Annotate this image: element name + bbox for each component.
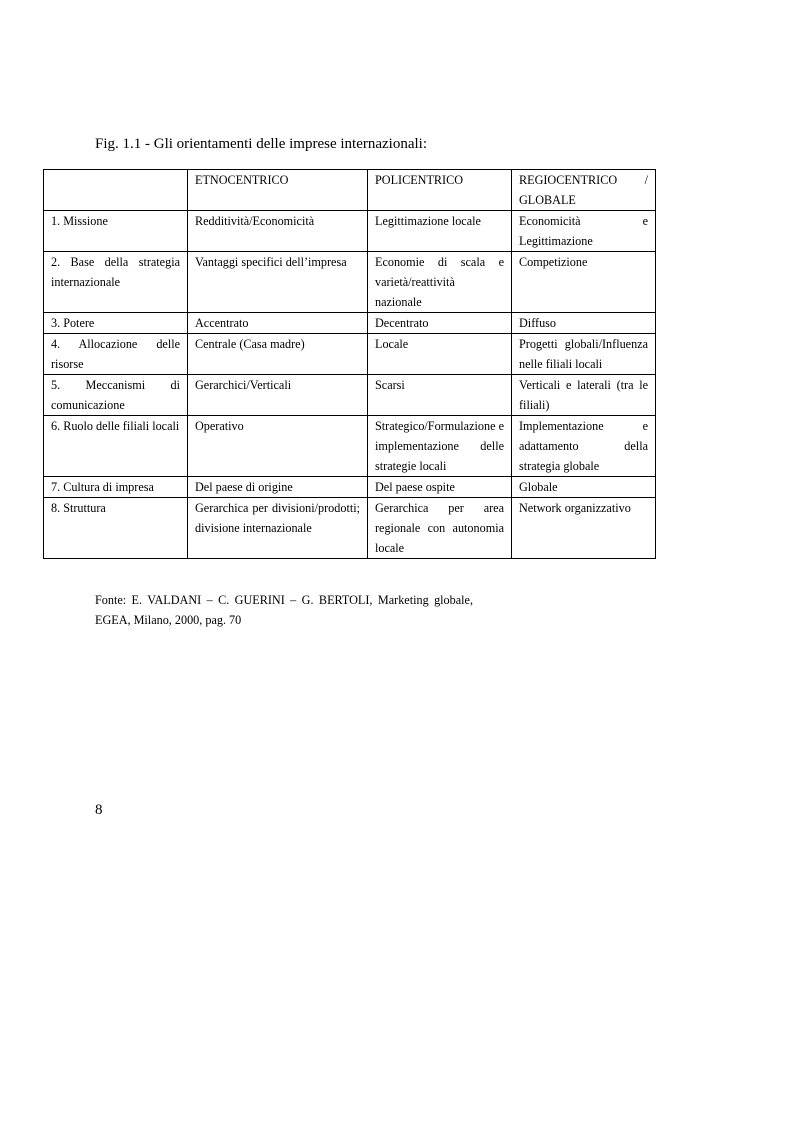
table-cell: Gerarchici/Verticali [188,375,368,416]
table-row [44,334,656,375]
row-label: 8. Struttura [44,498,188,559]
table-cell: Globale [512,477,656,498]
table-cell: Diffuso [512,313,656,334]
table-cell: Legittimazione locale [368,211,512,252]
row-label: 7. Cultura di impresa [44,477,188,498]
header-policentrico: POLICENTRICO [368,170,512,211]
page-number: 8 [95,802,103,818]
row-label: 5. Meccanismi di comunicazione [44,375,188,416]
table-row [44,416,656,477]
row-label: 1. Missione [44,211,188,252]
table-header-row [44,170,656,211]
table-row [44,313,656,334]
source-note: Fonte: E. VALDANI – C. GUERINI – G. BERTOLI, Marketing globale, EGEA, Milano, 2000, pag. 70 [95,593,473,627]
table-cell: Del paese ospite [368,477,512,498]
table-row [44,252,656,313]
row-label: 2. Base della strategia internazionale [44,252,188,313]
orientations-table [43,169,656,559]
table-cell: Network organizzativo [512,498,656,559]
table-cell: Gerarchica per area regionale con autonomia locale [368,498,512,559]
table-cell: Implementazione e adattamento della strategia globale [512,416,656,477]
table-cell: Centrale (Casa madre) [188,334,368,375]
table-row [44,211,656,252]
table-cell: Operativo [188,416,368,477]
header-regiocentrico-globale: REGIOCENTRICO / GLOBALE [512,170,656,211]
table-cell: Economie di scala e varietà/reattività nazionale [368,252,512,313]
header-empty-cell [44,170,188,211]
table-cell: Del paese di origine [188,477,368,498]
table-cell: Vantaggi specifici dell’impresa [188,252,368,313]
table-cell: Economicità e Legittimazione [512,211,656,252]
table-cell: Progetti globali/Influenza nelle filiali locali [512,334,656,375]
table-cell: Decentrato [368,313,512,334]
table-cell: Locale [368,334,512,375]
row-label: 6. Ruolo delle filiali locali [44,416,188,477]
figure-caption: Fig. 1.1 - Gli orientamenti delle imprese internazionali: [95,136,427,152]
table-cell: Accentrato [188,313,368,334]
table-cell: Gerarchica per divisioni/prodotti; divisione internazionale [188,498,368,559]
table-cell: Verticali e laterali (tra le filiali) [512,375,656,416]
table-cell: Strategico/Formulazione e implementazione delle strategie locali [368,416,512,477]
row-label: 4. Allocazione delle risorse [44,334,188,375]
table-cell: Redditività/Economicità [188,211,368,252]
header-etnocentrico: ETNOCENTRICO [188,170,368,211]
table-row [44,477,656,498]
table-row [44,498,656,559]
table-cell: Scarsi [368,375,512,416]
table-cell: Competizione [512,252,656,313]
row-label: 3. Potere [44,313,188,334]
table-row [44,375,656,416]
